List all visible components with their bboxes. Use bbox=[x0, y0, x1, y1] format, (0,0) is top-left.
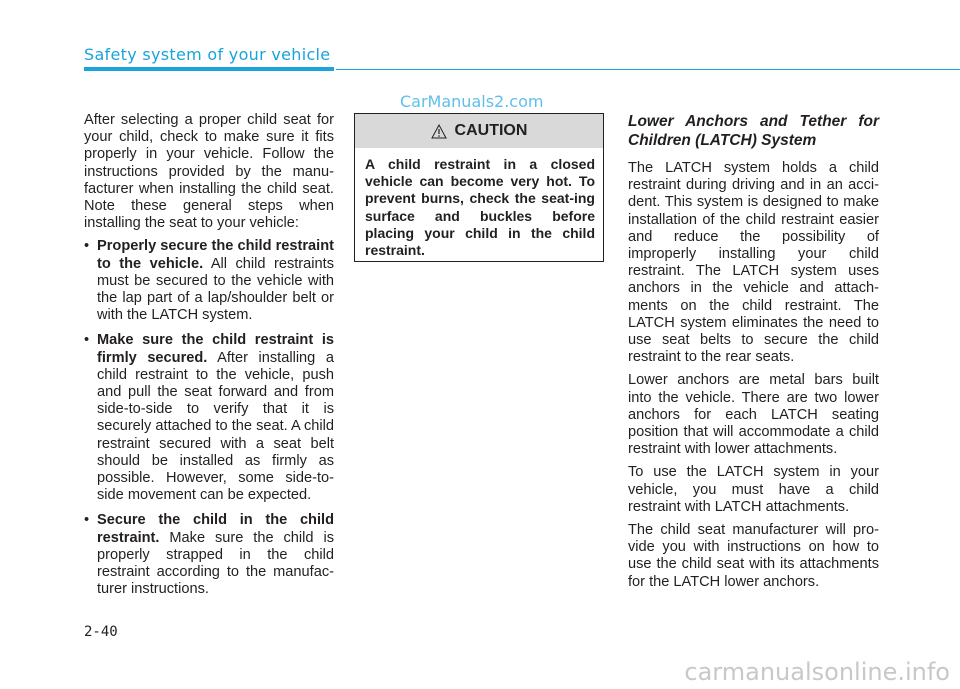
list-item-text: All child restraints must be secured to the vehicle with the lap part of a lap/shoulder belt or with the LATCH system. bbox=[97, 255, 334, 324]
caution-header bbox=[355, 114, 603, 148]
left-column bbox=[84, 112, 334, 606]
latch-paragraph: The LATCH system holds a child restraint during driving and in an acci-dent. This system is designed to make installation of the child restraint easier and reduce the possibility of improperly installing your child restraint. The LATCH system uses anchors in the vehicle and attach-ments on the child restraint. The LATCH system eliminates the need to use seat belts to secure the child restraint to the rear seats. bbox=[628, 160, 879, 366]
list-item-bold: Properly secure the child restraint to the vehicle. bbox=[97, 238, 334, 272]
latch-paragraph: Lower anchors are metal bars built into the vehicle. There are two lower anchors for each LATCH seating position that will accommodate a child restraint with lower attachments. bbox=[628, 372, 879, 458]
watermark-bottom: carmanualsonline.info bbox=[684, 658, 950, 686]
list-item bbox=[84, 332, 334, 504]
page-number: 2-40 bbox=[84, 624, 118, 640]
header-rule-thin bbox=[336, 69, 960, 70]
bullet-icon: • bbox=[84, 332, 90, 349]
list-item-bold: Make sure the child restraint is firmly secured. bbox=[97, 332, 334, 366]
latch-paragraph: To use the LATCH system in your vehicle, you must have a child restraint with LATCH attachments. bbox=[628, 464, 879, 515]
steps-list bbox=[84, 238, 334, 598]
intro-paragraph: After selecting a proper child seat for your child, check to make sure it fits properly in your vehicle. Follow the instructions provided by the manu-facturer when installing the child seat. Note these general steps when installing the seat to your vehicle: bbox=[84, 112, 334, 232]
section-header-title: Safety system of your vehicle bbox=[84, 45, 331, 64]
watermark-top: CarManuals2.com bbox=[400, 92, 544, 111]
caution-text: A child restraint in a closed vehicle can become very hot. To prevent burns, check the seat-ing surface and buckles before placing your child in the child restraint. bbox=[365, 156, 595, 259]
bullet-icon: • bbox=[84, 238, 90, 255]
warning-triangle-icon bbox=[431, 124, 447, 139]
caution-title: CAUTION bbox=[454, 122, 528, 139]
header-rule-thick bbox=[84, 67, 334, 71]
list-item-bold: Secure the child in the child restraint. bbox=[97, 512, 334, 546]
caution-box bbox=[354, 113, 604, 262]
latch-heading: Lower Anchors and Tether for Children (LATCH) System bbox=[628, 113, 879, 149]
right-column bbox=[628, 112, 879, 597]
list-item bbox=[84, 512, 334, 598]
list-item-text: Make sure the child is properly strapped in the child restraint according to the manufac-turer instructions. bbox=[97, 529, 334, 598]
bullet-icon: • bbox=[84, 512, 90, 529]
list-item bbox=[84, 238, 334, 324]
latch-paragraph: The child seat manufacturer will pro-vide you with instructions on how to use the child seat with its attachments for the LATCH lower anchors. bbox=[628, 522, 879, 590]
list-item-text: After installing a child restraint to the vehicle, push and pull the seat forward and from side-to-side to verify that it is securely attached to the seat. A child restraint secured with a seat belt should be installed as firmly as possible. However, some side-to-side movement can be expected. bbox=[97, 349, 334, 504]
